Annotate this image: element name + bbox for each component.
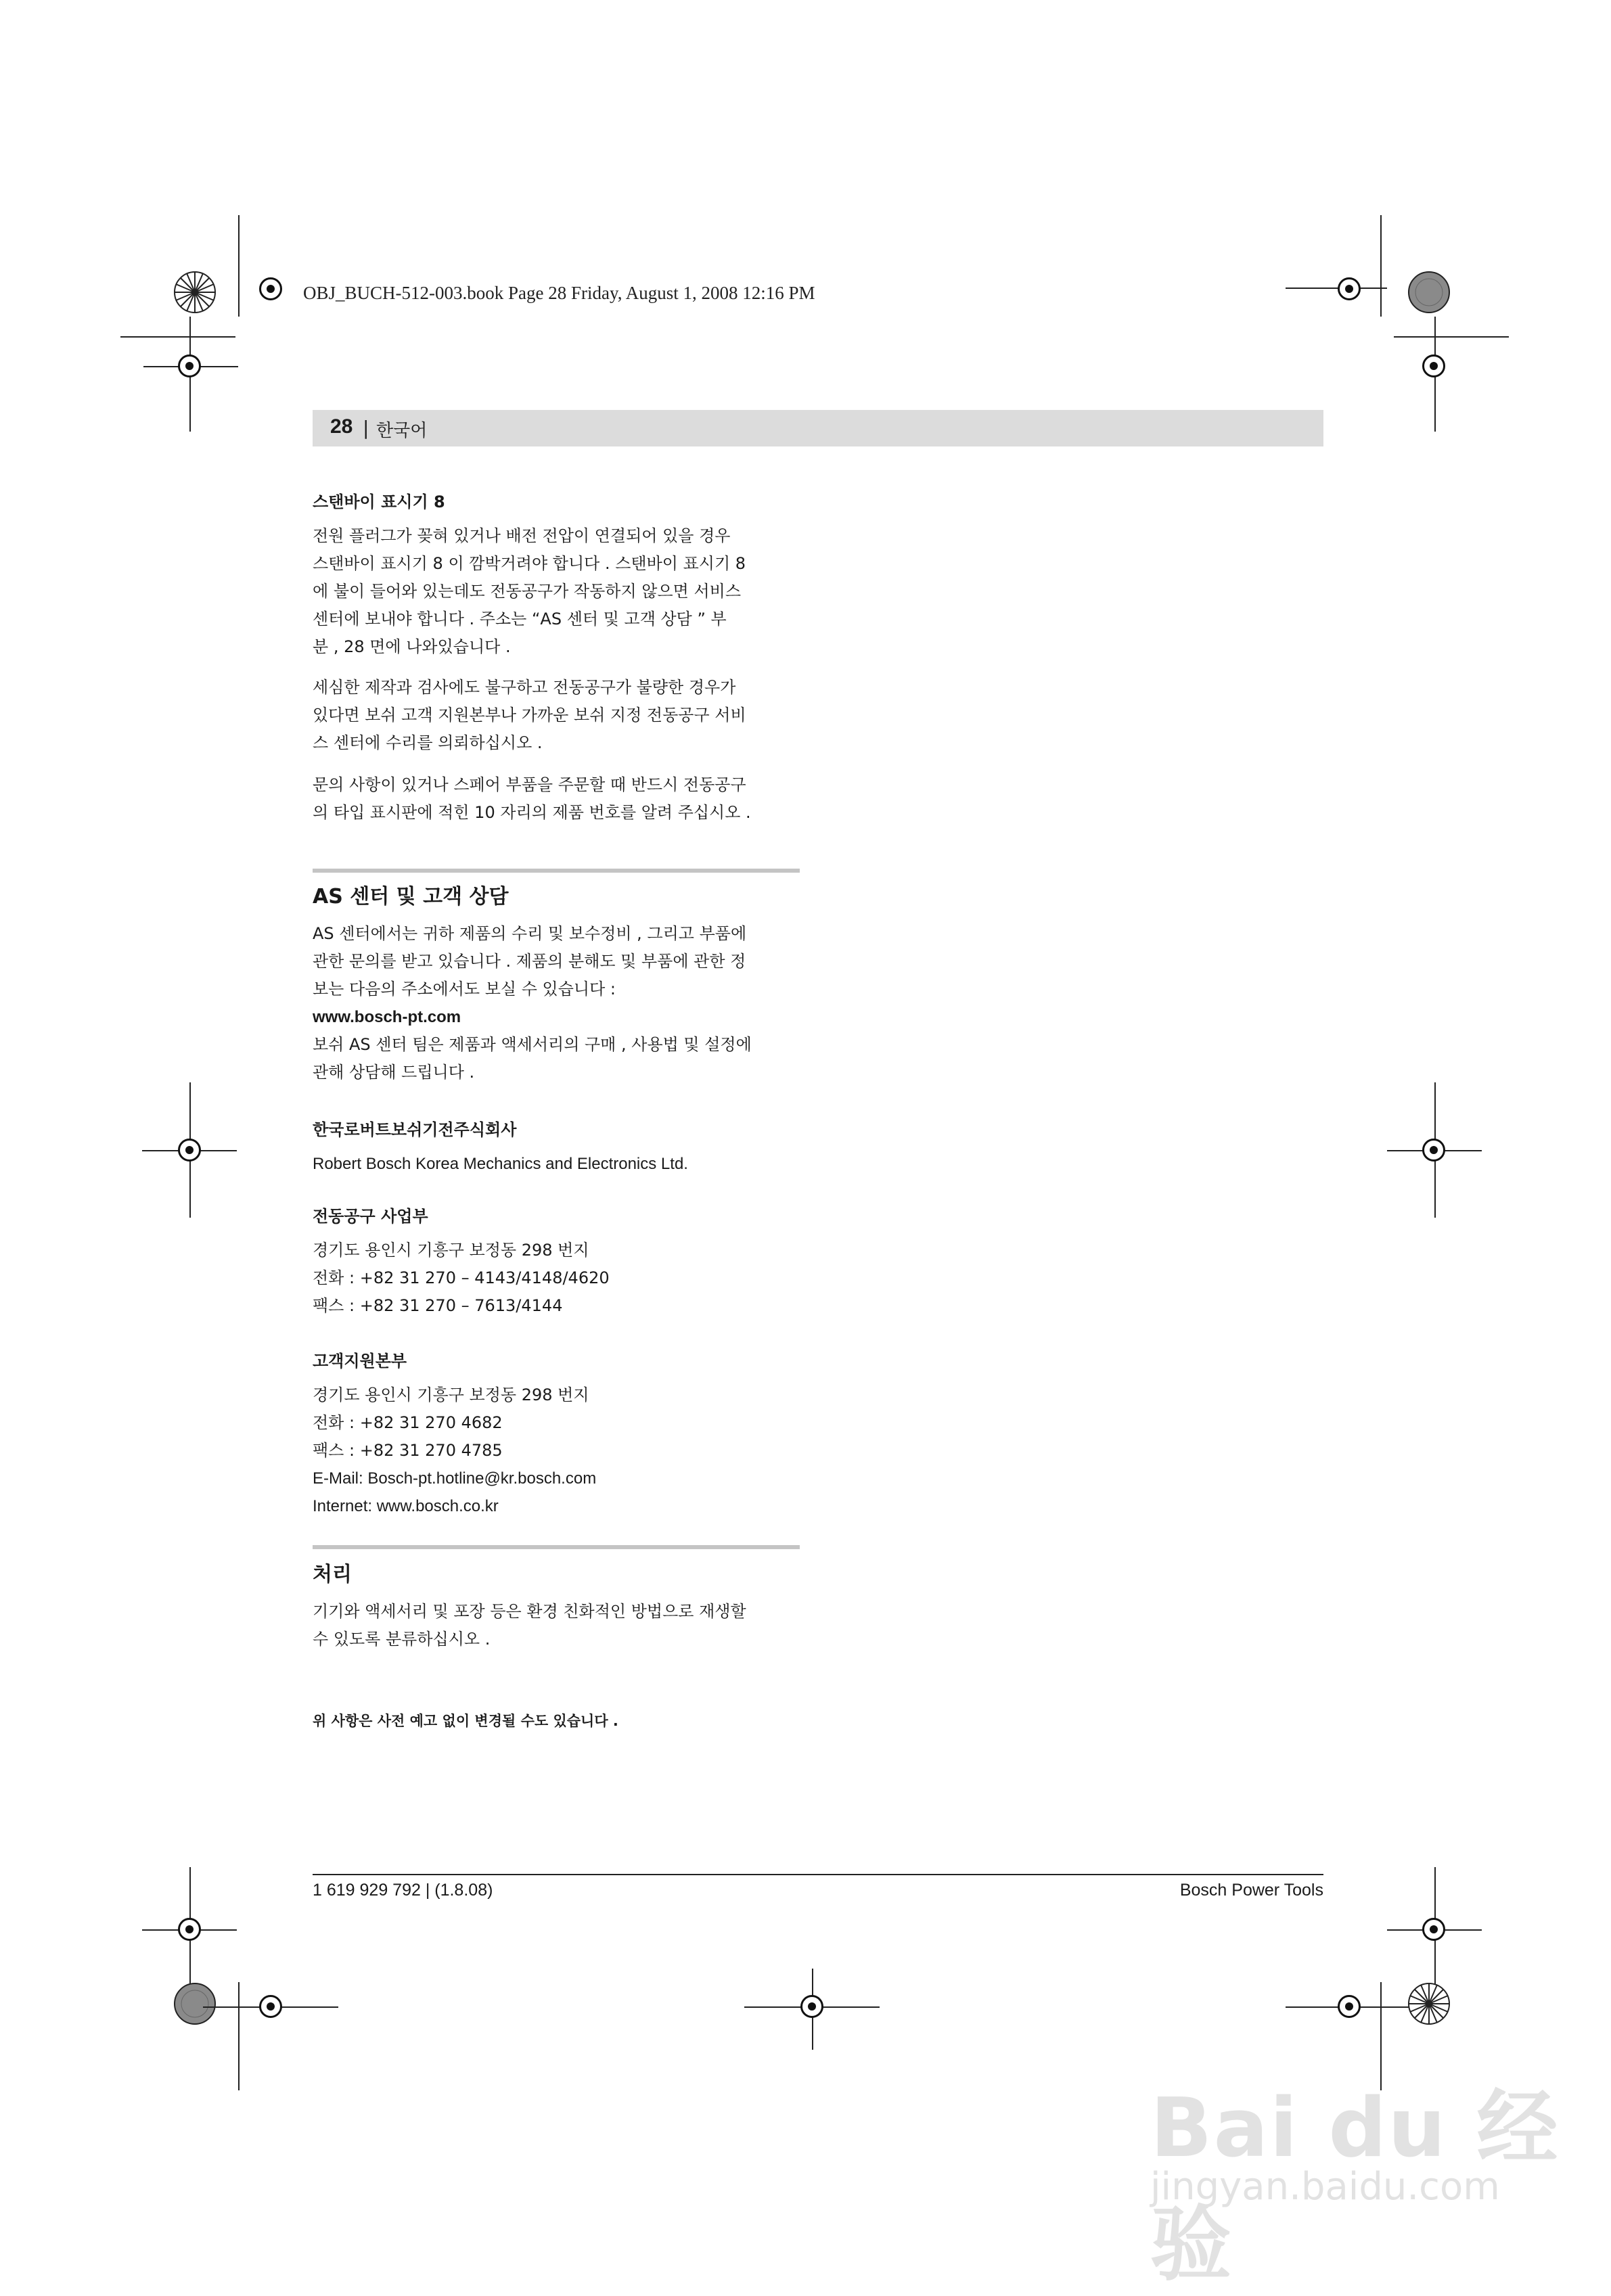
gray-target-icon [1407, 271, 1451, 314]
company-name: Robert Bosch Korea Mechanics and Electronics Ltd. [313, 1155, 688, 1173]
baidu-watermark-url: jingyan.baidu.com [1150, 2165, 1500, 2209]
disposal-text [313, 1598, 800, 1653]
text-line: AS 센터에서는 귀하 제품의 수리 및 보수정비 , 그리고 부품에 [313, 924, 747, 943]
division-contact [313, 1237, 800, 1320]
registration-mark-icon [178, 354, 201, 377]
gray-target-icon [173, 1982, 217, 2025]
standby-paragraph-1 [313, 522, 800, 661]
text-line: 보는 다음의 주소에서도 보실 수 있습니다 : [313, 980, 616, 998]
page-header-bar [313, 410, 1323, 446]
fax-line: 팩스 : +82 31 270 4785 [313, 1441, 503, 1460]
standby-paragraph-2 [313, 674, 800, 757]
text-line: 수 있도록 분류하십시오 . [313, 1630, 491, 1649]
service-intro [313, 920, 800, 1086]
registration-mark-icon [1338, 277, 1361, 300]
text-line: 관해 상담해 드립니다 . [313, 1063, 475, 1082]
address-line: 경기도 용인시 기흥구 보정동 298 번지 [313, 1385, 589, 1404]
section-divider [313, 1545, 800, 1549]
internet-line[interactable]: Internet: www.bosch.co.kr [313, 1497, 499, 1515]
support-heading: 고객지원본부 [313, 1352, 407, 1371]
star-target-icon [1407, 1982, 1451, 2025]
text-line: 에 불이 들어와 있는데도 전동공구가 작동하지 않으면 서비스 [313, 582, 742, 601]
email-line[interactable]: E-Mail: Bosch-pt.hotline@kr.bosch.com [313, 1469, 597, 1488]
footer-brand: Bosch Power Tools [1179, 1881, 1323, 1900]
text-line: 의 타입 표시판에 적힌 10 자리의 제품 번호를 알려 주십시오 . [313, 803, 751, 822]
text-line: 문의 사항이 있거나 스페어 부품을 주문할 때 반드시 전동공구 [313, 775, 746, 794]
text-line: 관한 문의를 받고 있습니다 . 제품의 분해도 및 부품에 관한 정 [313, 952, 746, 971]
standby-section [313, 488, 800, 512]
disposal-heading: 처리 [313, 1563, 352, 1586]
registration-mark-icon [1338, 1995, 1361, 2018]
company-heading: 한국로버트보쉬기전주식회사 [313, 1120, 517, 1139]
registration-mark-icon [1422, 1139, 1445, 1162]
text-line: 세심한 제작과 검사에도 불구하고 전동공구가 불량한 경우가 [313, 678, 736, 697]
text-line: 기기와 액세서리 및 포장 등은 환경 친화적인 방법으로 재생할 [313, 1602, 746, 1621]
registration-mark-icon [259, 277, 282, 300]
text-line: 분 , 28 면에 나와있습니다 . [313, 637, 511, 656]
section-divider [313, 869, 800, 873]
division-heading: 전동공구 사업부 [313, 1207, 428, 1226]
text-line: 스탠바이 표시기 8 이 깜박거려야 합니다 . 스탠바이 표시기 8 [313, 554, 746, 573]
standby-heading: 스탠바이 표시기 8 [313, 492, 445, 511]
phone-line: 전화 : +82 31 270 4682 [313, 1413, 503, 1432]
registration-mark-icon [800, 1995, 823, 2018]
text-line: 전원 플러그가 꽂혀 있거나 배전 전압이 연결되어 있을 경우 [313, 526, 731, 545]
text-line: 스 센터에 수리를 의뢰하십시오 . [313, 733, 543, 752]
book-info: OBJ_BUCH-512-003.book Page 28 Friday, August 1, 2008 12:16 PM [303, 283, 815, 303]
address-line: 경기도 용인시 기흥구 보정동 298 번지 [313, 1241, 589, 1260]
service-heading: AS 센터 및 고객 상담 [313, 885, 509, 909]
page-number: 28 [330, 415, 353, 438]
support-contact [313, 1381, 800, 1520]
registration-mark-icon [259, 1995, 282, 2018]
registration-mark-icon [178, 1139, 201, 1162]
star-target-icon [173, 271, 217, 314]
registration-mark-icon [178, 1918, 201, 1941]
footer-rule [313, 1874, 1323, 1875]
fax-line: 팩스 : +82 31 270 – 7613/4144 [313, 1296, 563, 1315]
website-link[interactable]: www.bosch-pt.com [313, 1008, 461, 1026]
change-notice: 위 사항은 사전 예고 없이 변경될 수도 있습니다 . [313, 1713, 618, 1729]
phone-line: 전화 : +82 31 270 – 4143/4148/4620 [313, 1268, 610, 1287]
text-line: 있다면 보쉬 고객 지원본부나 가까운 보쉬 지정 전동공구 서비 [313, 706, 746, 725]
baidu-watermark-logo: Bai du 经验 [1150, 2082, 1560, 2292]
footer-doc-number: 1 619 929 792 | (1.8.08) [313, 1881, 493, 1900]
text-line: 보쉬 AS 센터 팀은 제품과 액세서리의 구매 , 사용법 및 설정에 [313, 1035, 752, 1054]
registration-mark-icon [1422, 354, 1445, 377]
standby-paragraph-3 [313, 771, 800, 827]
header-separator: | [363, 417, 369, 439]
header-language: 한국어 [376, 421, 428, 441]
registration-mark-icon [1422, 1918, 1445, 1941]
text-line: 센터에 보내야 합니다 . 주소는 “AS 센터 및 고객 상담 ” 부 [313, 610, 727, 628]
